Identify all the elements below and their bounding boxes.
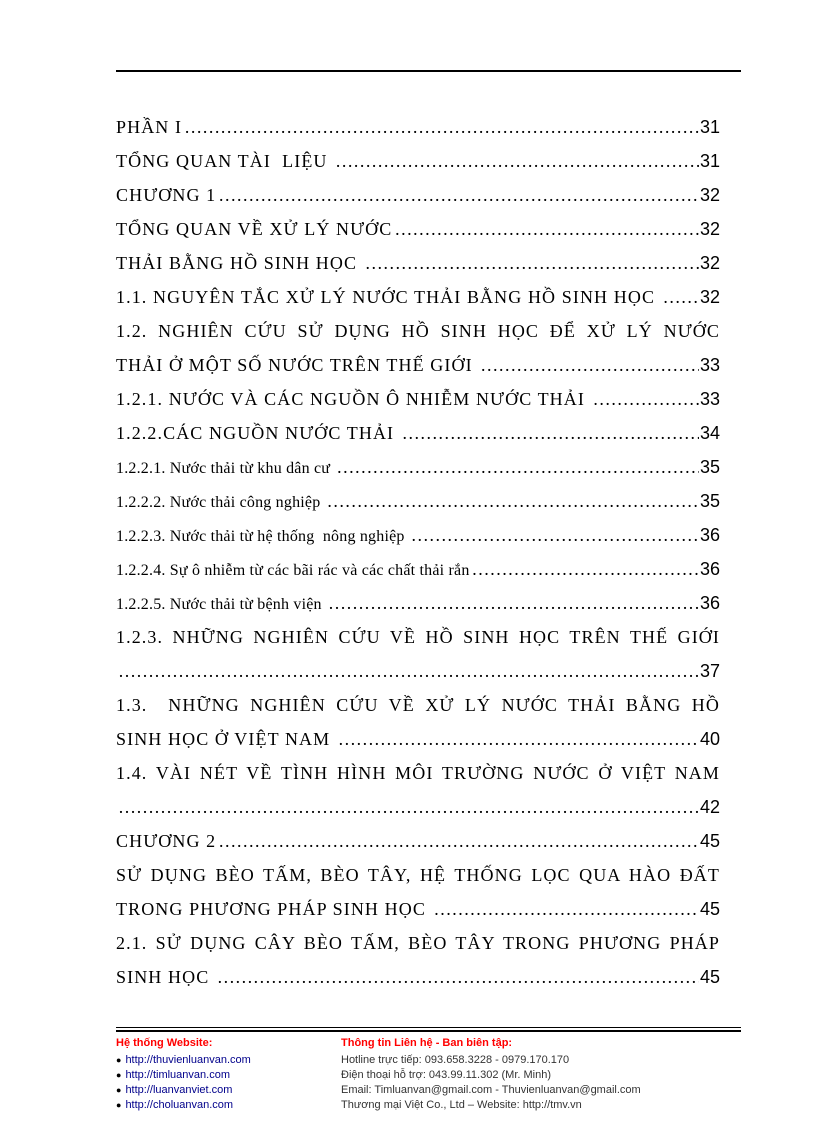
toc-entry-title: SINH HỌC <box>116 967 215 987</box>
contact-hotline: Hotline trực tiếp: 093.658.3228 - 0979.170.170 <box>341 1054 570 1066</box>
toc-entry-line <box>116 892 720 926</box>
toc-page-number: 36 <box>699 525 720 545</box>
toc-entry-title: 1.2.2.3. Nước thải từ hệ thống nông nghiệp <box>116 528 409 545</box>
toc-row <box>116 790 720 824</box>
toc-page-number: 32 <box>699 287 720 307</box>
toc-entry-line <box>116 450 720 484</box>
footer-contact <box>341 1037 741 1113</box>
header-rule <box>116 70 741 72</box>
toc-page-number: 32 <box>699 185 720 205</box>
toc-entry-title: 1.4. VÀI NÉT VỀ TÌNH HÌNH MÔI TRƯỜNG NƯỚC Ở VIỆT NAM <box>116 763 720 783</box>
toc-entry-title: CHƯƠNG 2 <box>116 831 217 851</box>
toc-entry-title: 2.1. SỬ DỤNG CÂY BÈO TẤM, BÈO TÂY TRONG PHƯƠNG PHÁP <box>116 933 720 953</box>
dot-leader <box>217 960 699 994</box>
toc-row <box>116 484 720 518</box>
bullet-icon: ● <box>116 1100 122 1110</box>
toc-row <box>116 926 720 960</box>
toc-entry-title: 1.2. NGHIÊN CỨU SỬ DỤNG HỒ SINH HỌC ĐỂ XỬ LÝ NƯỚC <box>116 321 720 341</box>
toc-entry-title: TỔNG QUAN TÀI LIỆU <box>116 151 334 171</box>
toc-entry-title: SINH HỌC Ở VIỆT NAM <box>116 729 336 749</box>
toc-entry-line <box>116 348 720 382</box>
bullet-icon: ● <box>116 1085 122 1095</box>
toc-page-number: 36 <box>699 593 720 613</box>
toc-row <box>116 688 720 722</box>
table-of-contents <box>116 110 720 994</box>
toc-row <box>116 348 720 382</box>
toc-entry-title: 1.2.2.4. Sự ô nhiễm từ các bãi rác và các chất thải rắn <box>116 562 470 579</box>
toc-page-number: 35 <box>699 491 720 511</box>
toc-entry-title: TRONG PHƯƠNG PHÁP SINH HỌC <box>116 899 432 919</box>
toc-row <box>116 518 720 552</box>
toc-page-number: 40 <box>699 729 720 749</box>
dot-leader <box>365 246 699 280</box>
toc-entry-line <box>116 960 720 994</box>
toc-entry-line <box>116 178 720 212</box>
toc-entry-line <box>116 586 720 620</box>
toc-entry-line <box>116 790 720 824</box>
dot-leader <box>434 892 699 926</box>
toc-row <box>116 858 720 892</box>
websites-heading: Hệ thống Website: <box>116 1037 213 1049</box>
bullet-icon: ● <box>116 1070 122 1080</box>
toc-entry-line <box>116 552 720 586</box>
toc-page-number: 33 <box>699 389 720 409</box>
toc-row <box>116 144 720 178</box>
toc-entry-line <box>116 144 720 178</box>
dot-leader <box>663 280 699 314</box>
dot-leader <box>402 416 699 450</box>
toc-page-number: 45 <box>699 899 720 919</box>
toc-entry-line <box>116 620 720 654</box>
footer-rule-thin <box>116 1027 741 1028</box>
toc-entry-line <box>116 722 720 756</box>
toc-entry-line <box>116 382 720 416</box>
toc-row <box>116 824 720 858</box>
toc-entry-title: 1.2.2.CÁC NGUỒN NƯỚC THẢI <box>116 423 400 443</box>
dot-leader <box>480 348 699 382</box>
toc-entry-title: 1.2.2.5. Nước thải từ bệnh viện <box>116 596 326 613</box>
dot-leader <box>336 450 699 484</box>
toc-row <box>116 892 720 926</box>
toc-row <box>116 756 720 790</box>
dot-leader <box>593 382 699 416</box>
toc-entry-line <box>116 518 720 552</box>
dot-leader <box>338 722 699 756</box>
toc-entry-title: 1.2.3. NHỮNG NGHIÊN CỨU VỀ HỒ SINH HỌC TRÊN THẾ GIỚI <box>116 627 720 647</box>
website-link[interactable]: ● http://choluanvan.com <box>116 1099 234 1111</box>
toc-entry-line <box>116 654 720 688</box>
dot-leader <box>118 654 699 688</box>
toc-row <box>116 654 720 688</box>
toc-entry-line <box>116 926 720 960</box>
toc-page-number: 32 <box>699 219 720 239</box>
toc-entry-title: 1.2.1. NƯỚC VÀ CÁC NGUỒN Ô NHIỄM NƯỚC THẢI <box>116 389 591 409</box>
toc-entry-line <box>116 484 720 518</box>
toc-entry-title: PHẦN I <box>116 117 183 137</box>
website-link[interactable]: ● http://thuvienluanvan.com <box>116 1054 251 1066</box>
toc-entry-line <box>116 280 720 314</box>
toc-page-number: 45 <box>699 831 720 851</box>
toc-entry-line <box>116 824 720 858</box>
toc-entry-title: CHƯƠNG 1 <box>116 185 217 205</box>
toc-page-number: 37 <box>699 661 720 681</box>
toc-row <box>116 110 720 144</box>
toc-page-number: 45 <box>699 967 720 987</box>
website-link[interactable]: ● http://luanvanviet.com <box>116 1084 233 1096</box>
dot-leader <box>328 586 699 620</box>
dot-leader <box>218 824 699 858</box>
toc-row <box>116 246 720 280</box>
toc-page-number: 32 <box>699 253 720 273</box>
toc-page-number: 35 <box>699 457 720 477</box>
bullet-icon: ● <box>116 1055 122 1065</box>
toc-page-number: 34 <box>699 423 720 443</box>
toc-entry-line <box>116 688 720 722</box>
toc-entry-line <box>116 416 720 450</box>
toc-page-number: 33 <box>699 355 720 375</box>
dot-leader <box>335 144 699 178</box>
toc-entry-line <box>116 858 720 892</box>
toc-entry-title: SỬ DỤNG BÈO TẤM, BÈO TÂY, HỆ THỐNG LỌC QUA HÀO ĐẤT <box>116 865 720 885</box>
toc-entry-line <box>116 246 720 280</box>
toc-row <box>116 280 720 314</box>
toc-row <box>116 722 720 756</box>
footer-rule-thick <box>116 1030 741 1032</box>
dot-leader <box>218 178 699 212</box>
toc-row <box>116 178 720 212</box>
contact-email: Email: Timluanvan@gmail.com - Thuvienluanvan@gmail.com <box>341 1084 641 1096</box>
website-link[interactable]: ● http://timluanvan.com <box>116 1069 230 1081</box>
contact-support-phone: Điện thoại hỗ trợ: 043.99.11.302 (Mr. Minh) <box>341 1069 552 1081</box>
toc-entry-title: 1.1. NGUYÊN TẮC XỬ LÝ NƯỚC THẢI BẰNG HỒ SINH HỌC <box>116 287 661 307</box>
toc-page-number: 36 <box>699 559 720 579</box>
toc-entry-title: 1.2.2.1. Nước thải từ khu dân cư <box>116 460 335 477</box>
dot-leader <box>411 518 699 552</box>
toc-row <box>116 314 720 348</box>
dot-leader <box>327 484 699 518</box>
toc-row <box>116 552 720 586</box>
toc-row <box>116 212 720 246</box>
contact-company: Thương mại Việt Co., Ltd – Website: http://tmv.vn <box>341 1099 582 1111</box>
toc-entry-title: TỔNG QUAN VỀ XỬ LÝ NƯỚC <box>116 219 393 239</box>
toc-row <box>116 960 720 994</box>
toc-page-number: 42 <box>699 797 720 817</box>
toc-page-number: 31 <box>699 117 720 137</box>
dot-leader <box>472 552 699 586</box>
toc-entry-line <box>116 110 720 144</box>
dot-leader <box>184 110 699 144</box>
footer-websites <box>116 1037 326 1113</box>
dot-leader <box>118 790 699 824</box>
contact-heading: Thông tin Liên hệ - Ban biên tập: <box>341 1037 513 1049</box>
toc-entry-title: THẢI BẰNG HỒ SINH HỌC <box>116 253 363 273</box>
toc-page-number: 31 <box>699 151 720 171</box>
toc-row <box>116 450 720 484</box>
toc-entry-title: THẢI Ở MỘT SỐ NƯỚC TRÊN THẾ GIỚI <box>116 355 479 375</box>
toc-row <box>116 620 720 654</box>
toc-entry-line <box>116 314 720 348</box>
toc-row <box>116 382 720 416</box>
toc-entry-title: 1.3. NHỮNG NGHIÊN CỨU VỀ XỬ LÝ NƯỚC THẢI BẰNG HỒ <box>116 695 720 715</box>
toc-entry-title: 1.2.2.2. Nước thải công nghiệp <box>116 494 325 511</box>
toc-entry-line <box>116 212 720 246</box>
toc-row <box>116 586 720 620</box>
toc-row <box>116 416 720 450</box>
toc-entry-line <box>116 756 720 790</box>
dot-leader <box>394 212 699 246</box>
